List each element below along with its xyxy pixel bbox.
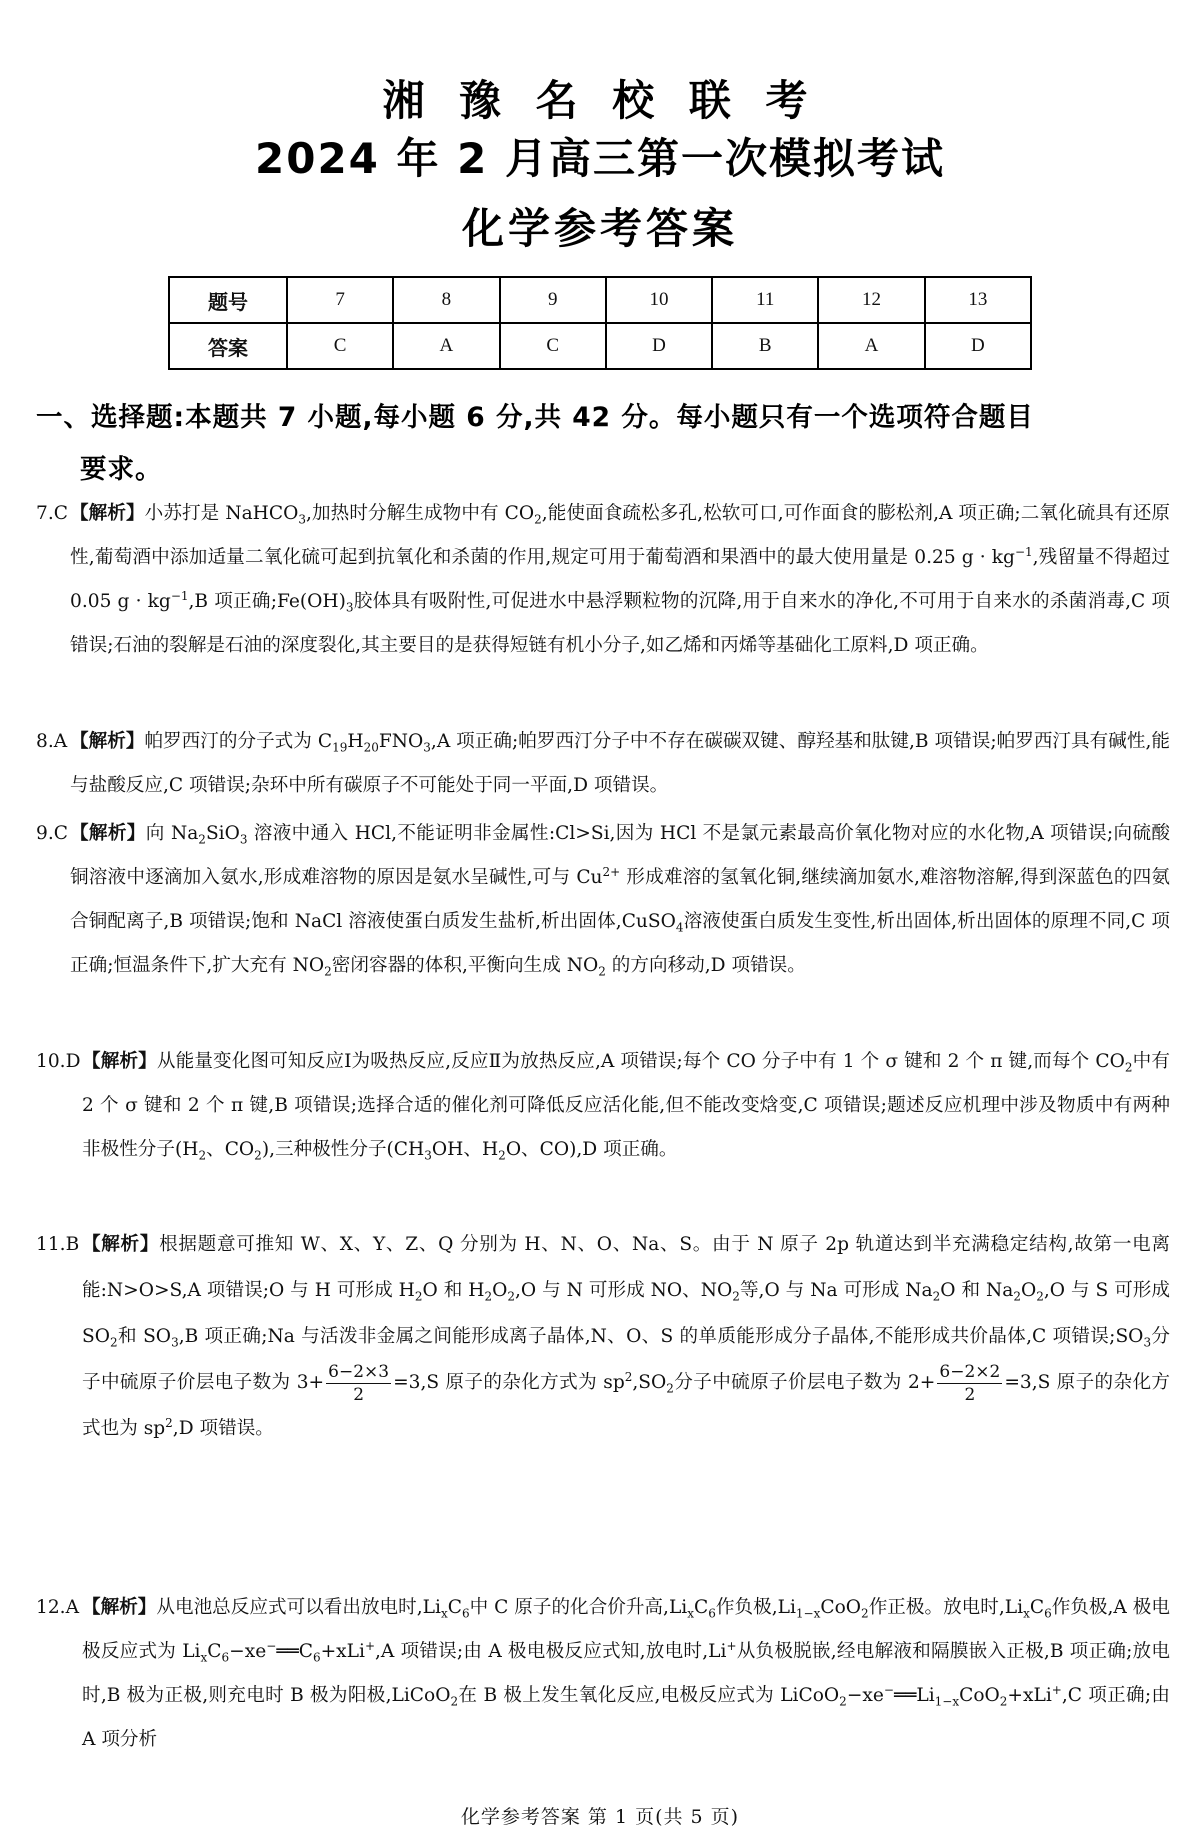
fraction (326, 1361, 391, 1406)
section-heading-line: 一、选择题:本题共 7 小题,每小题 6 分,共 42 分。每小题只有一个选项符合题目 (36, 402, 1034, 433)
explanation-text: 小苏打是 NaHCO (144, 503, 299, 524)
explanation-text: ,O 与 N 可形成 NO、NO (515, 1280, 733, 1301)
explanation-text: FNO (378, 731, 424, 752)
explanation-text: 向 Na (145, 823, 199, 844)
explanation-text: 分子中硫原子价层电子数为 2+ (673, 1372, 936, 1393)
explanation-text: ),三种极性分子(CH (261, 1139, 425, 1160)
explanation-q9: 9.C 【解析】向 $Na_2SiO_3$ 溶液中通入 HCl,不能证明非金属性:Cl>Si,因为 HCl 不是氯元素最高价氧化物对应的水化物,A 项错误;向硫酸铜溶液中逐滴加入氨水,形成难溶物的原因是氨水呈碱性,可与 $Cu^{2+}$ 形成难溶的氢氧化铜,继续滴加氨水,难溶物溶解,得到深蓝色的四氨合铜配离子,B 项错误;饱和 NaCl 溶液使蛋白质发生盐析,析出固体,CuSO$_4$溶液使蛋白质发生变性,析出固体,析出固体的原理不同,C 项正确;恒温条件下,扩大充有 $NO_2$密闭容器的体积,平衡向生成 $NO_2$ 的方向移动,D 项错误。 (36, 812, 1170, 988)
explanation-text: 等,O 与 Na 可形成 Na (739, 1280, 933, 1301)
explanation-text: 在 B 极上发生氧化反应,电极反应式为 LiCoO (458, 1685, 840, 1706)
section-heading-line: 要求。 (80, 454, 163, 485)
explanation-text: O 和 Na (940, 1280, 1014, 1301)
question-number-label: 题号 (169, 277, 287, 323)
explanation-text: SiO (205, 823, 240, 844)
explanation-text: 作负极,A 极电极反应式为 Li (82, 1597, 1170, 1662)
fraction-denominator: 2 (964, 1384, 976, 1405)
question-answer-number: 11.B (36, 1234, 80, 1255)
explanation-text: 的方向移动,D 项错误。 (605, 955, 806, 976)
explanation-text: O (492, 1280, 508, 1301)
answer-cell: A (818, 323, 924, 369)
question-number: 7 (287, 277, 393, 323)
question-number: 12 (818, 277, 924, 323)
question-number: 11 (712, 277, 818, 323)
explanation-text: 密闭容器的体积,平衡向生成 NO (331, 955, 599, 976)
explanation-text: 分子中硫原子价层电子数为 3+ (82, 1326, 1170, 1393)
answer-cell: C (287, 323, 393, 369)
explanation-text: 形成难溶的氢氧化铜,继续滴加氨水,难溶物溶解,得到深蓝色的四氨合铜配离子,B 项错误;饱和 NaCl 溶液使蛋白质发生盐析,析出固体,CuSO (70, 867, 1170, 932)
explanation-text: 溶液中通入 HCl,不能证明非金属性:Cl>Si,因为 HCl 不是氯元素最高价氧化物对应的水化物,A 项错误;向硫酸铜溶液中逐滴加入氨水,形成难溶物的原因是氨水呈碱性,可与 Cu (70, 823, 1170, 888)
explanation-text: 中有 2 个 σ 键和 2 个 π 键,B 项错误;选择合适的催化剂可降低反应活化能,但不能改变焓变,C 项错误;题述反应机理中涉及物质中有两种非极性分子(H (82, 1051, 1170, 1160)
explanation-text: 从能量变化图可知反应Ⅰ为吸热反应,反应Ⅱ为放热反应,A 项错误;每个 CO 分子中有 1 个 σ 键和 2 个 π 键,而每个 CO (156, 1051, 1125, 1072)
explanation-tag: 【解析】 (70, 503, 145, 524)
explanation-text: O、CO),D 项正确。 (505, 1139, 678, 1160)
explanation-tag: 【解析】 (70, 731, 145, 752)
explanation-text: 中 C 原子的化合价升高,Li (469, 1597, 688, 1618)
answer-cell: D (925, 323, 1031, 369)
explanation-text: 根据题意可推知 W、X、Y、Z、Q 分别为 H、N、O、Na、S。由于 N 原子 2p 轨道达到半充满稳定结构,故第一电离能:N>O>S,A 项错误;O 与 H 可形成 H (82, 1234, 1170, 1301)
explanation-text: ,加热时分解生成物中有 CO (306, 503, 535, 524)
explanation-text: +xLi (1007, 1685, 1052, 1706)
explanation-q12: 12.A 【解析】从电池总反应式可以看出放电时$,Li_xC_6$中 C 原子的化合价升高$,Li_xC_6$作负极$,Li_{1-x}CoO_2$作正极。放电时$,Li_xC_6$作负极,A 极电极反应式为 $Li_xC_6-xe^-══C_6+xLi^+,A$ 项错误;由 A 极电极反应式知,放电时,Li+从负极脱嵌,经电解液和隔膜嵌入正极,B 项正确;放电时,B 极为正极,则充电时 B 极为阳极,LiCoO$_2$在 B 极上发生氧化反应,电极反应式为 $LiCoO_2-xe^-══Li_{1-x}CoO_2+xLi^+,C$ 项正确;由 A 项分析 (36, 1586, 1170, 1762)
explanation-text: ,残留量不得超过 0.05 g · kg (70, 547, 1170, 612)
question-answer-number: 10.D (36, 1051, 81, 1072)
explanation-text: ,D 项错误。 (172, 1418, 274, 1439)
explanation-text: C (694, 1597, 709, 1618)
explanation-text: 从负极脱嵌,经电解液和隔膜嵌入正极,B 项正确;放电时,B 极为正极,则充电时 B 极为阳极,LiCoO (82, 1641, 1170, 1706)
explanation-text: 溶液使蛋白质发生变性,析出固体,析出固体的原理不同,C 项正确;恒温条件下,扩大充有 NO (70, 911, 1171, 976)
explanation-tag: 【解析】 (82, 1597, 157, 1618)
question-number: 10 (606, 277, 712, 323)
explanation-q7: 7.C 【解析】小苏打是 NaHCO$_3$,加热时分解生成物中有 $CO_2$,能使面食疏松多孔,松软可口,可作面食的膨松剂,A 项正确;二氧化硫具有还原性,葡萄酒中添加适量二氧化硫可起到抗氧化和杀菌的作用,规定可用于葡萄酒和果酒中的最大使用量是 0.25 $g \cdot kg^{-1}$,残留量不得超过 0.05 $g \cdot kg^{-1},B$ 项正确$;Fe(OH)_3$胶体具有吸附性,可促进水中悬浮颗粒物的沉降,用于自来水的净化,不可用于自来水的杀菌消毒,C 项错误;石油的裂解是石油的深度裂化,其主要目的是获得短链有机小分子,如乙烯和丙烯等基础化工原料,D 项正确。 (36, 492, 1170, 668)
answer-cell: B (712, 323, 818, 369)
question-answer-number: 12.A (36, 1597, 79, 1618)
explanation-text: ══Li (893, 1685, 935, 1706)
explanation-text: ,O 与 S 可形成 SO (82, 1280, 1171, 1347)
fraction-denominator: 2 (353, 1384, 365, 1405)
answer-table (168, 276, 1032, 370)
explanation-text: =3,S 原子的杂化方式也为 sp (82, 1372, 1171, 1439)
explanation-text: −xe (229, 1641, 267, 1662)
page-footer: 化学参考答案 第 1 页(共 5 页) (460, 1806, 740, 1828)
exam-name-title: 2024 年 2 月高三第一次模拟考试 (255, 134, 945, 183)
question-number: 8 (393, 277, 499, 323)
answer-label: 答案 (169, 323, 287, 369)
explanation-text: CoO (820, 1597, 862, 1618)
explanation-text: ,能使面食疏松多孔,松软可口,可作面食的膨松剂,A 项正确;二氧化硫具有还原性,葡萄酒中添加适量二氧化硫可起到抗氧化和杀菌的作用,规定可用于葡萄酒和果酒中的最大使用量是 0.25 g · kg (70, 503, 1171, 568)
explanation-text: ══C (276, 1641, 313, 1662)
question-number: 13 (925, 277, 1031, 323)
explanation-text: CoO (959, 1685, 1000, 1706)
fraction (937, 1361, 1002, 1406)
explanation-q11: 11.B 【解析】根据题意可推知 W、X、Y、Z、Q 分别为 H、N、O、Na、S。由于 N 原子 2p 轨道达到半充满稳定结构,故第一电离能:N>O>S,A 项错误;O 与 H 可形成 $H_2O$ 和 $H_2O_2,O$ 与 N 可形成 NO、$NO_2$等,O 与 Na 可形成 $Na_2O$ 和 $Na_2O_2,O$ 与 S 可形成 $SO_2$和 $SO_3,B$ 项正确;Na 与活泼非金属之间能形成离子晶体,N、O、S 的单质能形成分子晶体,不能形成共价晶体,C 项错误$;SO_3$分子中硫原子价层电子数为 3+ $\frac{6-2\times 3}{2}$ =3,S 原子的杂化方式为 $sp^2,SO_2$分子中硫原子价层电子数为 2+ $\frac{6-2\times 2}{2}$ =3,S 原子的杂化方式也为 $sp^2,D$ 项错误。 (36, 1222, 1170, 1452)
question-answer-number: 7.C (36, 503, 68, 524)
answer-cell: C (500, 323, 606, 369)
explanation-text: 帕罗西汀的分子式为 C (144, 731, 333, 752)
explanation-text: 作正极。放电时,Li (868, 1597, 1024, 1618)
explanation-text: 和 SO (117, 1326, 172, 1347)
explanation-text: O 和 H (422, 1280, 485, 1301)
explanation-tag: 【解析】 (82, 1051, 157, 1072)
answer-cell: A (393, 323, 499, 369)
answer-table-answer-row (169, 323, 1031, 369)
answer-cell: D (606, 323, 712, 369)
explanation-text: ,B 项正确;Na 与活泼非金属之间能形成离子晶体,N、O、S 的单质能形成分子晶体,不能形成共价晶体,C 项错误;SO (178, 1326, 1144, 1347)
explanation-text: C (207, 1641, 222, 1662)
explanation-text: H (347, 731, 364, 752)
fraction-numerator: 6−2×3 (328, 1361, 390, 1382)
explanation-text: ,SO (632, 1372, 667, 1393)
explanation-q8: 8.A 【解析】帕罗西汀的分子式为 $C_{19}H_{20}FNO_3,A$ 项正确;帕罗西汀分子中不存在碳碳双键、醇羟基和肽键,B 项错误;帕罗西汀具有碱性,能与盐酸反应,C 项错误;杂环中所有碳原子不可能处于同一平面,D 项错误。 (36, 720, 1170, 808)
explanation-text: +xLi (320, 1641, 365, 1662)
exam-org-title: 湘 豫 名 校 联 考 (382, 76, 818, 125)
explanation-text: O (1021, 1280, 1037, 1301)
explanation-text: ,C 项正确;由 A 项分析 (82, 1685, 1171, 1750)
explanation-q10: 10.D 【解析】从能量变化图可知反应Ⅰ为吸热反应,反应Ⅱ为放热反应,A 项错误;每个 CO 分子中有 1 个 σ 键和 2 个 π 键,而每个 $CO_2$中有 2 个 σ 键和 2 个 π 键,B 项错误;选择合适的催化剂可降低反应活化能,但不能改变焓变,C 项错误;题述反应机理中涉及物质中有两种非极性分子($H_2$、$CO_2$),三种极性分子($CH_3OH$、$H_2O$、CO),D 项正确。 (36, 1040, 1170, 1172)
explanation-text: 作负极,Li (715, 1597, 796, 1618)
section-heading (36, 392, 1166, 496)
explanation-text: 、CO (206, 1139, 255, 1160)
explanation-text: C (1029, 1597, 1045, 1618)
explanation-text: C (447, 1597, 462, 1618)
question-answer-number: 8.A (36, 731, 68, 752)
explanation-text: ,B 项正确;Fe(OH) (188, 591, 346, 612)
fraction-numerator: 6−2×2 (939, 1361, 1001, 1382)
explanation-tag: 【解析】 (82, 1234, 160, 1255)
question-number: 9 (500, 277, 606, 323)
explanation-text: ,A 项错误;由 A 极电极反应式知,放电时,Li (375, 1641, 727, 1662)
explanation-text: =3,S 原子的杂化方式为 sp (393, 1372, 625, 1393)
answer-key-title: 化学参考答案 (461, 204, 738, 253)
explanation-text: 胶体具有吸附性,可促进水中悬浮颗粒物的沉降,用于自来水的净化,不可用于自来水的杀菌消毒,C 项错误;石油的裂解是石油的深度裂化,其主要目的是获得短链有机小分子,如乙烯和丙烯等基础化工原料,D 项正确。 (70, 591, 1170, 656)
explanation-text: −xe (846, 1685, 884, 1706)
question-answer-number: 9.C (36, 823, 68, 844)
explanation-text: ,A 项正确;帕罗西汀分子中不存在碳碳双键、醇羟基和肽键,B 项错误;帕罗西汀具有碱性,能与盐酸反应,C 项错误;杂环中所有碳原子不可能处于同一平面,D 项错误。 (70, 731, 1170, 796)
explanation-text: OH、H (431, 1139, 499, 1160)
explanation-text: 从电池总反应式可以看出放电时,Li (156, 1597, 441, 1618)
explanation-tag: 【解析】 (70, 823, 146, 844)
answer-table-question-row (169, 277, 1031, 323)
